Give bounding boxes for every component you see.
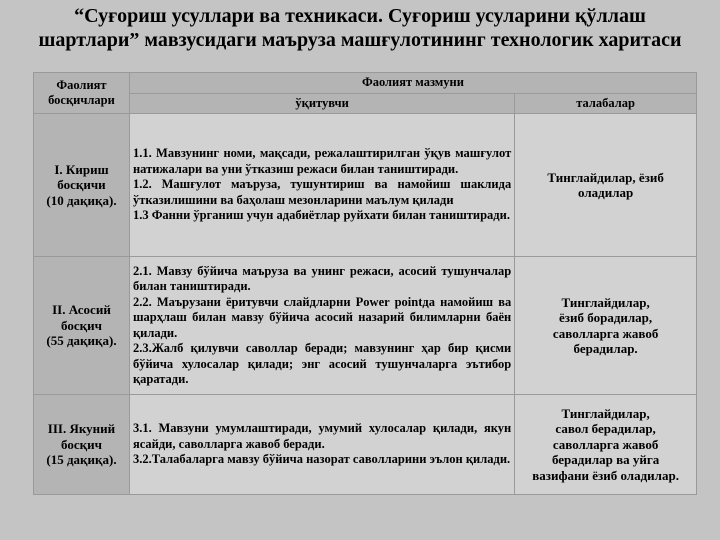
teacher-activity-cell: [129, 114, 514, 257]
stage-cell: [34, 114, 130, 257]
activity-item: 2.3.Жалб қилувчи саволлар беради; мавзунинг ҳар бир қисми бўйича хулосалар қилади; энг асосий тушунчаларга эътибор қаратади.: [132, 341, 512, 386]
activity-item: 1.3 Фанни ўрганиш учун адабиётлар руйхати билан таништиради.: [132, 208, 510, 223]
student-activity-line: савол берадилар,: [555, 421, 656, 437]
header-row: [34, 73, 697, 94]
header-students: талабалар: [515, 93, 697, 114]
stage-label: босқич: [61, 317, 102, 333]
student-activity-cell: [515, 114, 697, 257]
activity-item: 2.1. Мавзу бўйича маъруза ва унинг режаси, асосий тушунчалар билан таништиради.: [132, 263, 512, 293]
activity-item: 3.1. Мавзуни умумлаштиради, умумий хулосалар қилади, якун ясайди, саволларга жавоб беради.: [132, 421, 512, 451]
header-teacher: ўқитувчи: [129, 93, 514, 114]
title-line-1: “Суғориш усуллари ва техникаси. Суғориш усуларини қўллаш: [74, 5, 646, 27]
stage-cell: [34, 395, 130, 495]
student-activity-line: ёзиб борадилар,: [559, 310, 653, 325]
student-activity-line: вазифани ёзиб оладилар.: [532, 467, 679, 483]
student-activity-line: берадилар.: [573, 341, 638, 356]
activity-item: 2.2. Маърузани ёритувчи слайдларни Power pointда намойиш ва шарҳлаш билан мавзу бўйича асосий назарий билимларни баён қилади.: [132, 294, 512, 340]
table-row: [34, 114, 697, 257]
student-activity-line: саволларга жавоб: [552, 436, 659, 452]
header-stages: Фаолият босқичлари: [34, 73, 130, 114]
teacher-activity-cell: [129, 257, 514, 395]
technology-map-table: [33, 72, 697, 495]
stage-name: I. Кириш: [54, 161, 109, 177]
table-row: [34, 257, 697, 395]
stage-cell: [34, 257, 130, 395]
header-content: Фаолият мазмуни: [129, 73, 696, 94]
activity-item: 1.1. Мавзунинг номи, мақсади, режалаштирилган ўқув машғулот натижалари ва уни ўтказиш режаси билан таништиради.: [132, 146, 512, 176]
student-activity-line: берадилар ва уйга: [551, 452, 660, 468]
student-activity-cell: [515, 257, 697, 395]
page-title: [0, 4, 720, 52]
stage-name: II. Асосий: [52, 302, 111, 318]
student-activity-line: Тинглайдилар, ёзиб: [547, 169, 664, 185]
title-line-2: шартлари” мавзусидаги маъруза машғулотининг технологик харитаси: [38, 29, 682, 51]
student-activity-line: Тинглайдилар,: [561, 405, 650, 421]
teacher-activity-cell: [129, 395, 514, 495]
student-activity-cell: [515, 395, 697, 495]
stage-duration: (10 дақиқа).: [46, 192, 117, 208]
stage-label: босқич: [61, 436, 102, 452]
subheader-row: [34, 93, 697, 114]
stage-name: III. Якуний: [47, 421, 116, 437]
stage-duration: (55 дақиқа).: [46, 333, 117, 349]
student-activity-line: Тинглайдилар,: [561, 294, 650, 310]
activity-item: 1.2. Машғулот маъруза, тушунтириш ва намойиш шаклида ўтказилишини ва баҳолаш мезонларини маълум қилади: [132, 177, 512, 207]
activity-item: 3.2.Талабаларга мавзу бўйича назорат саволларини эълон қилади.: [132, 452, 511, 467]
table-row: [34, 395, 697, 495]
stage-label: босқичи: [57, 177, 106, 193]
student-activity-line: оладилар: [578, 185, 634, 200]
stage-duration: (15 дақиқа).: [46, 452, 117, 468]
student-activity-line: саволларга жавоб: [552, 325, 659, 341]
